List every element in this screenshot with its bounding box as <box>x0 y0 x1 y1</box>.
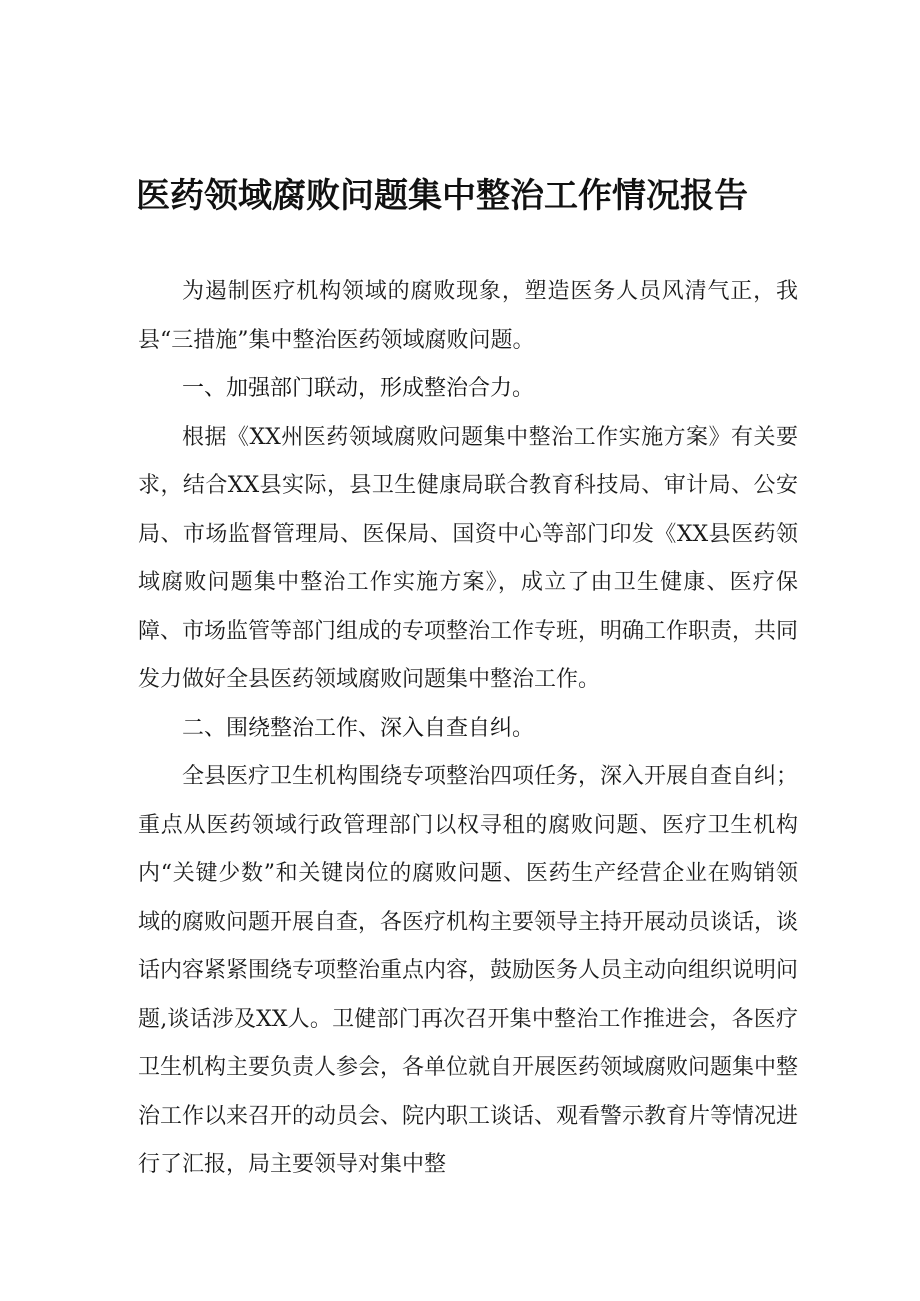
section-body-1: 根据《XX州医药领域腐败问题集中整治工作实施方案》有关要求，结合XX县实际，县卫生健康局联合教育科技局、审计局、公安局、市场监督管理局、医保局、国资中心等部门印发《XX县医药领域腐败问题集中整治工作实施方案》，成立了由卫生健康、医疗保障、市场监管等部门组成的专项整治工作专班，明确工作职责，共同发力做好全县医药领域腐败问题集中整治工作。 <box>138 424 799 692</box>
section-heading-2: 二、围绕整治工作、深入自查自纠。 <box>182 715 535 741</box>
document-body <box>138 268 798 1190</box>
section-body-2: 全县医疗卫生机构围绕专项整治四项任务，深入开展自查自纠；重点从医药领域行政管理部门以权寻租的腐败问题、医疗卫生机构内“关键少数”和关键岗位的腐败问题、医药生产经营企业在购销领域的腐败问题开展自查，各医疗机构主要领导主持开展动员谈话，谈话内容紧紧围绕专项整治重点内容，鼓励医务人员主动向组织说明问题,谈话涉及XX人。卫健部门再次召开集中整治工作推进会，各医疗卫生机构主要负责人参会，各单位就自开展医药领域腐败问题集中整治工作以来召开的动员会、院内职工谈话、观看警示教育片等情况进行了汇报，局主要领导对集中整 <box>138 764 799 1177</box>
intro-paragraph: 为遏制医疗机构领域的腐败现象，塑造医务人员风清气正，我县“三措施”集中整治医药领域腐败问题。 <box>138 279 798 353</box>
document-title: 医药领域腐败问题集中整治工作情况报告 <box>136 176 748 216</box>
section-heading-1: 一、加强部门联动，形成整治合力。 <box>182 376 535 401</box>
